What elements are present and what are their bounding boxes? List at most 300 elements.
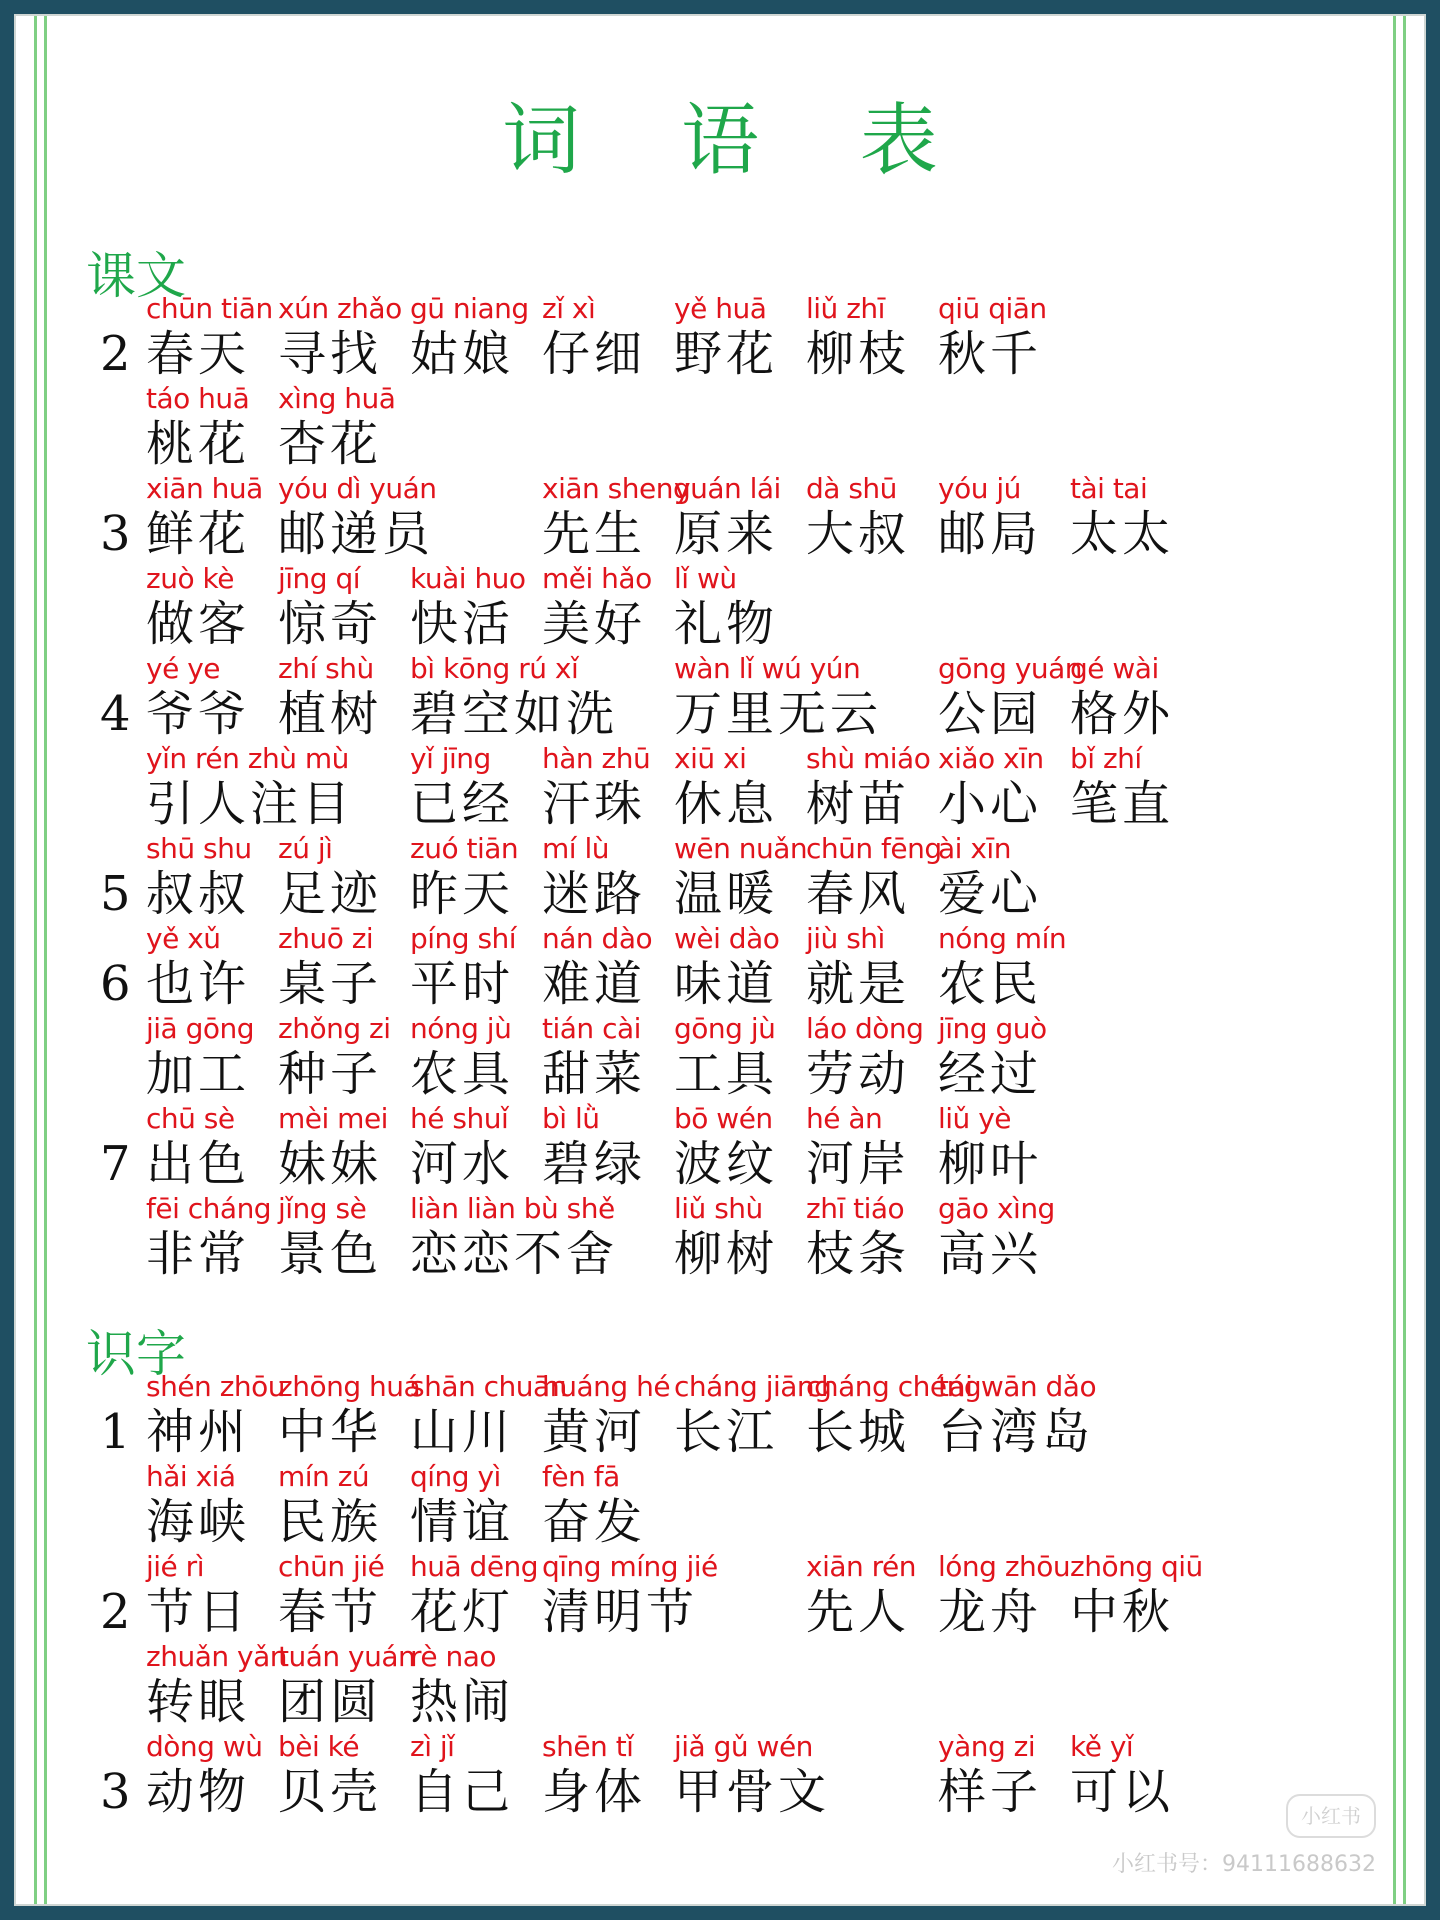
pinyin: bǐ zhí — [1070, 742, 1142, 775]
section-label: 识字 — [86, 1325, 186, 1383]
vocab-word — [674, 1730, 830, 1820]
pinyin: tài tai — [1070, 472, 1148, 505]
hanzi: 先人 — [806, 1584, 911, 1640]
vocab-word — [278, 562, 382, 652]
vocab-word — [146, 562, 250, 652]
vocab-word — [278, 1012, 390, 1102]
vocab-word — [542, 922, 652, 1012]
pinyin: zì jǐ — [410, 1730, 455, 1763]
hanzi: 难道 — [542, 956, 647, 1012]
left-border-line-inner — [44, 16, 47, 1904]
pinyin: liǔ shù — [674, 1192, 763, 1225]
vocab-word — [278, 292, 402, 382]
hanzi: 清明节 — [542, 1584, 699, 1640]
vocab-word — [146, 1012, 254, 1102]
hanzi: 叔叔 — [146, 866, 251, 922]
pinyin: zhǒng zi — [278, 1012, 391, 1045]
vocab-word — [410, 292, 529, 382]
hanzi: 高兴 — [938, 1226, 1043, 1282]
hanzi: 昨天 — [410, 866, 515, 922]
pinyin: shù miáo — [806, 742, 931, 775]
pinyin: píng shí — [410, 922, 517, 955]
vocab-word — [1070, 742, 1174, 832]
pinyin: hé shuǐ — [410, 1102, 509, 1135]
hanzi: 春节 — [278, 1584, 383, 1640]
vocabulary-sheet — [14, 14, 1426, 1906]
hanzi: 样子 — [938, 1764, 1043, 1820]
hanzi: 枝条 — [806, 1226, 911, 1282]
vocab-word — [674, 832, 807, 922]
pinyin: gū niang — [410, 292, 529, 325]
vocab-word — [146, 1370, 285, 1460]
hanzi: 中华 — [278, 1404, 383, 1460]
lesson-number: 2 — [100, 326, 131, 382]
pinyin: nóng mín — [938, 922, 1067, 955]
vocab-word — [938, 922, 1066, 1012]
vocab-word — [410, 562, 526, 652]
hanzi: 热闹 — [410, 1674, 515, 1730]
pinyin: xiū xi — [674, 742, 747, 775]
vocab-word — [146, 1102, 250, 1192]
vocab-word — [278, 922, 382, 1012]
hanzi: 笔直 — [1070, 776, 1175, 832]
pinyin: gōng yuán — [938, 652, 1083, 685]
lesson-number: 7 — [100, 1136, 131, 1192]
pinyin: mí lù — [542, 832, 609, 865]
lesson-number: 2 — [100, 1584, 131, 1640]
hanzi: 先生 — [542, 506, 647, 562]
hanzi: 也许 — [146, 956, 251, 1012]
pinyin: shén zhōu — [146, 1370, 286, 1403]
vocab-word — [806, 832, 942, 922]
pinyin: gāo xìng — [938, 1192, 1055, 1225]
hanzi: 原来 — [674, 506, 779, 562]
vocab-word — [542, 562, 652, 652]
vocab-word — [146, 1640, 287, 1730]
vocab-word — [1070, 652, 1174, 742]
hanzi: 贝壳 — [278, 1764, 383, 1820]
vocab-word — [806, 1012, 923, 1102]
hanzi: 迷路 — [542, 866, 647, 922]
hanzi: 大叔 — [806, 506, 911, 562]
pinyin: chūn fēng — [806, 832, 942, 865]
hanzi: 可以 — [1070, 1764, 1175, 1820]
pinyin: fèn fā — [542, 1460, 620, 1493]
vocab-word — [410, 1012, 514, 1102]
hanzi: 桌子 — [278, 956, 383, 1012]
hanzi: 野花 — [674, 326, 779, 382]
hanzi: 转眼 — [146, 1674, 251, 1730]
pinyin: huáng hé — [542, 1370, 671, 1403]
pinyin: jīng guò — [938, 1012, 1047, 1045]
pinyin: jiā gōng — [146, 1012, 255, 1045]
pinyin: zuò kè — [146, 562, 234, 595]
vocab-word — [278, 1460, 382, 1550]
pinyin: nóng jù — [410, 1012, 512, 1045]
vocab-word — [674, 562, 778, 652]
pinyin: zhuō zi — [278, 922, 374, 955]
pinyin: tián cài — [542, 1012, 641, 1045]
pinyin: bō wén — [674, 1102, 773, 1135]
lesson-number: 1 — [100, 1404, 131, 1460]
pinyin: rè nao — [410, 1640, 497, 1673]
hanzi: 桃花 — [146, 416, 251, 472]
pinyin: kuài huo — [410, 562, 526, 595]
vocab-word — [146, 652, 250, 742]
vocab-word — [938, 1550, 1070, 1640]
pinyin: qíng yì — [410, 1460, 501, 1493]
pinyin: chūn jié — [278, 1550, 385, 1583]
pinyin: gōng jù — [674, 1012, 776, 1045]
vocab-word — [146, 742, 354, 832]
pinyin: cháng jiāng — [674, 1370, 832, 1403]
hanzi: 奋发 — [542, 1494, 647, 1550]
vocab-word — [542, 1730, 646, 1820]
pinyin: yóu jú — [938, 472, 1021, 505]
pinyin: yuán lái — [674, 472, 781, 505]
hanzi: 树苗 — [806, 776, 911, 832]
vocab-word — [938, 652, 1082, 742]
hanzi: 美好 — [542, 596, 647, 652]
pinyin: jiù shì — [806, 922, 885, 955]
hanzi: 甜菜 — [542, 1046, 647, 1102]
pinyin: shū shu — [146, 832, 252, 865]
pinyin: wàn lǐ wú yún — [674, 652, 861, 685]
hanzi: 节日 — [146, 1584, 251, 1640]
vocab-word — [146, 382, 250, 472]
vocab-word — [410, 922, 516, 1012]
pinyin: tuán yuán — [278, 1640, 416, 1673]
hanzi: 身体 — [542, 1764, 647, 1820]
pinyin: cháng chéng — [806, 1370, 982, 1403]
vocab-word — [1070, 1550, 1203, 1640]
vocab-word — [278, 1730, 382, 1820]
hanzi: 快活 — [410, 596, 515, 652]
hanzi: 植树 — [278, 686, 383, 742]
vocab-word — [542, 1102, 646, 1192]
pinyin: shān chuān — [410, 1370, 567, 1403]
pinyin: tái wān dǎo — [938, 1370, 1097, 1403]
vocab-word — [806, 1550, 916, 1640]
pinyin: yàng zi — [938, 1730, 1036, 1763]
hanzi: 长江 — [674, 1404, 779, 1460]
pinyin: táo huā — [146, 382, 250, 415]
vocab-word — [542, 1550, 718, 1640]
hanzi: 秋千 — [938, 326, 1043, 382]
hanzi: 花灯 — [410, 1584, 515, 1640]
page-title: 词 语 表 — [502, 96, 976, 186]
hanzi: 平时 — [410, 956, 515, 1012]
pinyin: yě xǔ — [146, 922, 221, 955]
vocab-word — [146, 1192, 271, 1282]
pinyin: kě yǐ — [1070, 1730, 1134, 1763]
vocab-word — [674, 1192, 778, 1282]
hanzi: 农民 — [938, 956, 1043, 1012]
hanzi: 碧空如洗 — [410, 686, 619, 742]
pinyin: hàn zhū — [542, 742, 651, 775]
vocab-word — [542, 1012, 646, 1102]
pinyin: liǔ zhī — [806, 292, 885, 325]
pinyin: mín zú — [278, 1460, 370, 1493]
vocab-word — [938, 1730, 1042, 1820]
section-label: 课文 — [86, 247, 186, 305]
lesson-number: 6 — [100, 956, 131, 1012]
vocab-word — [146, 1730, 262, 1820]
vocab-word — [410, 832, 518, 922]
pinyin: xiān sheng — [542, 472, 691, 505]
watermark: 小红书号：94111688632 — [1112, 1852, 1376, 1877]
pinyin: hǎi xiá — [146, 1460, 236, 1493]
pinyin: gé wài — [1070, 652, 1159, 685]
vocab-word — [278, 1102, 388, 1192]
hanzi: 惊奇 — [278, 596, 383, 652]
hanzi: 团圆 — [278, 1674, 383, 1730]
hanzi: 龙舟 — [938, 1584, 1043, 1640]
hanzi: 恋恋不舍 — [410, 1226, 619, 1282]
vocab-word — [674, 1012, 778, 1102]
vocab-word — [146, 292, 273, 382]
hanzi: 神州 — [146, 1404, 251, 1460]
hanzi: 甲骨文 — [674, 1764, 831, 1820]
hanzi: 河岸 — [806, 1136, 911, 1192]
vocab-word — [542, 832, 646, 922]
pinyin: dòng wù — [146, 1730, 263, 1763]
lesson-number: 5 — [100, 866, 131, 922]
pinyin: měi hǎo — [542, 562, 652, 595]
pinyin: mèi mei — [278, 1102, 388, 1135]
hanzi: 中秋 — [1070, 1584, 1175, 1640]
vocab-word — [806, 1192, 910, 1282]
vocab-word — [674, 472, 781, 562]
hanzi: 引人注目 — [146, 776, 355, 832]
vocab-word — [146, 1550, 250, 1640]
vocab-word — [806, 742, 930, 832]
hanzi: 姑娘 — [410, 326, 515, 382]
pinyin: wēn nuǎn — [674, 832, 808, 865]
pinyin: xiǎo xīn — [938, 742, 1044, 775]
vocab-word — [542, 742, 650, 832]
vocab-word — [542, 292, 646, 382]
hanzi: 动物 — [146, 1764, 251, 1820]
hanzi: 工具 — [674, 1046, 779, 1102]
right-border-line — [1403, 16, 1406, 1904]
pinyin: yóu dì yuán — [278, 472, 437, 505]
hanzi: 自己 — [410, 1764, 515, 1820]
vocab-word — [542, 472, 690, 562]
vocab-word — [146, 1460, 250, 1550]
hanzi: 民族 — [278, 1494, 383, 1550]
hanzi: 寻找 — [278, 326, 383, 382]
vocab-word — [410, 1550, 538, 1640]
hanzi: 出色 — [146, 1136, 251, 1192]
xiaohongshu-logo: 小红书 — [1286, 1794, 1376, 1838]
vocab-word — [674, 922, 779, 1012]
vocab-word — [542, 1460, 646, 1550]
hanzi: 海峡 — [146, 1494, 251, 1550]
hanzi: 鲜花 — [146, 506, 251, 562]
pinyin: shēn tǐ — [542, 1730, 634, 1763]
pinyin: chūn tiān — [146, 292, 273, 325]
vocab-word — [806, 472, 910, 562]
vocab-word — [674, 292, 778, 382]
pinyin: dà shū — [806, 472, 897, 505]
hanzi: 公园 — [938, 686, 1043, 742]
hanzi: 汗珠 — [542, 776, 647, 832]
vocab-word — [410, 1730, 514, 1820]
pinyin: zhōng qiū — [1070, 1550, 1203, 1583]
pinyin: xiān huā — [146, 472, 263, 505]
hanzi: 就是 — [806, 956, 911, 1012]
pinyin: bèi ké — [278, 1730, 360, 1763]
hanzi: 妹妹 — [278, 1136, 383, 1192]
vocab-word — [278, 1192, 382, 1282]
hanzi: 已经 — [410, 776, 515, 832]
lesson-number: 4 — [100, 686, 131, 742]
pinyin: lǐ wù — [674, 562, 737, 595]
vocab-word — [146, 922, 250, 1012]
vocab-word — [674, 652, 882, 742]
pinyin: qīng míng jié — [542, 1550, 718, 1583]
vocab-word — [938, 1370, 1096, 1460]
vocab-word — [410, 1192, 618, 1282]
pinyin: zhuǎn yǎn — [146, 1640, 287, 1673]
vocab-word — [278, 472, 437, 562]
vocab-word — [938, 472, 1042, 562]
vocab-word — [410, 652, 618, 742]
lesson-number: 3 — [100, 1764, 131, 1820]
pinyin: xún zhǎo — [278, 292, 402, 325]
vocab-word — [806, 922, 910, 1012]
pinyin: liàn liàn bù shě — [410, 1192, 615, 1225]
vocab-word — [278, 1640, 415, 1730]
hanzi: 河水 — [410, 1136, 515, 1192]
hanzi: 万里无云 — [674, 686, 883, 742]
vocab-word — [1070, 472, 1174, 562]
lesson-number: 3 — [100, 506, 131, 562]
hanzi: 爷爷 — [146, 686, 251, 742]
vocab-word — [938, 1102, 1042, 1192]
vocab-word — [542, 1370, 670, 1460]
pinyin: zú jì — [278, 832, 333, 865]
hanzi: 春风 — [806, 866, 911, 922]
right-border-line-inner — [1393, 16, 1396, 1904]
vocab-word — [278, 832, 382, 922]
pinyin: yé ye — [146, 652, 220, 685]
hanzi: 景色 — [278, 1226, 383, 1282]
hanzi: 杏花 — [278, 416, 383, 472]
hanzi: 邮递员 — [278, 506, 435, 562]
hanzi: 做客 — [146, 596, 251, 652]
hanzi: 爱心 — [938, 866, 1043, 922]
hanzi: 春天 — [146, 326, 251, 382]
hanzi: 休息 — [674, 776, 779, 832]
vocab-word — [278, 1550, 384, 1640]
hanzi: 格外 — [1070, 686, 1175, 742]
vocab-word — [674, 1102, 778, 1192]
hanzi: 山川 — [410, 1404, 515, 1460]
vocab-word — [410, 742, 514, 832]
pinyin: fēi cháng — [146, 1192, 272, 1225]
hanzi: 情谊 — [410, 1494, 515, 1550]
pinyin: jīng qí — [278, 562, 361, 595]
vocab-word — [806, 1102, 910, 1192]
pinyin: zhōng huá — [278, 1370, 421, 1403]
vocab-word — [146, 832, 252, 922]
pinyin: liǔ yè — [938, 1102, 1012, 1135]
hanzi: 农具 — [410, 1046, 515, 1102]
pinyin: bì lǜ — [542, 1102, 600, 1135]
pinyin: chū sè — [146, 1102, 235, 1135]
hanzi: 柳枝 — [806, 326, 911, 382]
pinyin: hé àn — [806, 1102, 883, 1135]
vocab-word — [410, 1460, 514, 1550]
pinyin: jié rì — [146, 1550, 204, 1583]
pinyin: huā dēng — [410, 1550, 539, 1583]
hanzi: 仔细 — [542, 326, 647, 382]
pinyin: ài xīn — [938, 832, 1011, 865]
pinyin: bì kōng rú xǐ — [410, 652, 579, 685]
pinyin: zuó tiān — [410, 832, 519, 865]
pinyin: xiān rén — [806, 1550, 917, 1583]
hanzi: 柳叶 — [938, 1136, 1043, 1192]
hanzi: 太太 — [1070, 506, 1175, 562]
hanzi: 劳动 — [806, 1046, 911, 1102]
pinyin: zǐ xì — [542, 292, 596, 325]
vocab-word — [146, 472, 263, 562]
vocab-word — [938, 1192, 1055, 1282]
pinyin: nán dào — [542, 922, 653, 955]
pinyin: zhī tiáo — [806, 1192, 905, 1225]
pinyin: lóng zhōu — [938, 1550, 1071, 1583]
hanzi: 台湾岛 — [938, 1404, 1095, 1460]
vocab-word — [938, 292, 1047, 382]
hanzi: 波纹 — [674, 1136, 779, 1192]
vocab-word — [938, 832, 1042, 922]
vocab-word — [938, 742, 1044, 832]
hanzi: 足迹 — [278, 866, 383, 922]
pinyin: láo dòng — [806, 1012, 924, 1045]
hanzi: 长城 — [806, 1404, 911, 1460]
hanzi: 柳树 — [674, 1226, 779, 1282]
hanzi: 经过 — [938, 1046, 1043, 1102]
vocab-word — [278, 1370, 420, 1460]
hanzi: 非常 — [146, 1226, 251, 1282]
vocab-word — [410, 1640, 514, 1730]
hanzi: 礼物 — [674, 596, 779, 652]
pinyin: yě huā — [674, 292, 767, 325]
vocab-word — [278, 652, 382, 742]
pinyin: qiū qiān — [938, 292, 1047, 325]
pinyin: yǐn rén zhù mù — [146, 742, 349, 775]
hanzi: 邮局 — [938, 506, 1043, 562]
hanzi: 加工 — [146, 1046, 251, 1102]
pinyin: wèi dào — [674, 922, 780, 955]
vocab-word — [806, 292, 910, 382]
pinyin: zhí shù — [278, 652, 374, 685]
pinyin: yǐ jīng — [410, 742, 491, 775]
vocab-word — [674, 742, 778, 832]
hanzi: 碧绿 — [542, 1136, 647, 1192]
pinyin: xìng huā — [278, 382, 396, 415]
vocab-word — [1070, 1730, 1174, 1820]
vocab-word — [410, 1102, 514, 1192]
vocab-word — [278, 382, 395, 472]
hanzi: 黄河 — [542, 1404, 647, 1460]
pinyin: jiǎ gǔ wén — [674, 1730, 813, 1763]
hanzi: 小心 — [938, 776, 1043, 832]
vocab-word — [938, 1012, 1047, 1102]
left-border-line — [34, 16, 37, 1904]
